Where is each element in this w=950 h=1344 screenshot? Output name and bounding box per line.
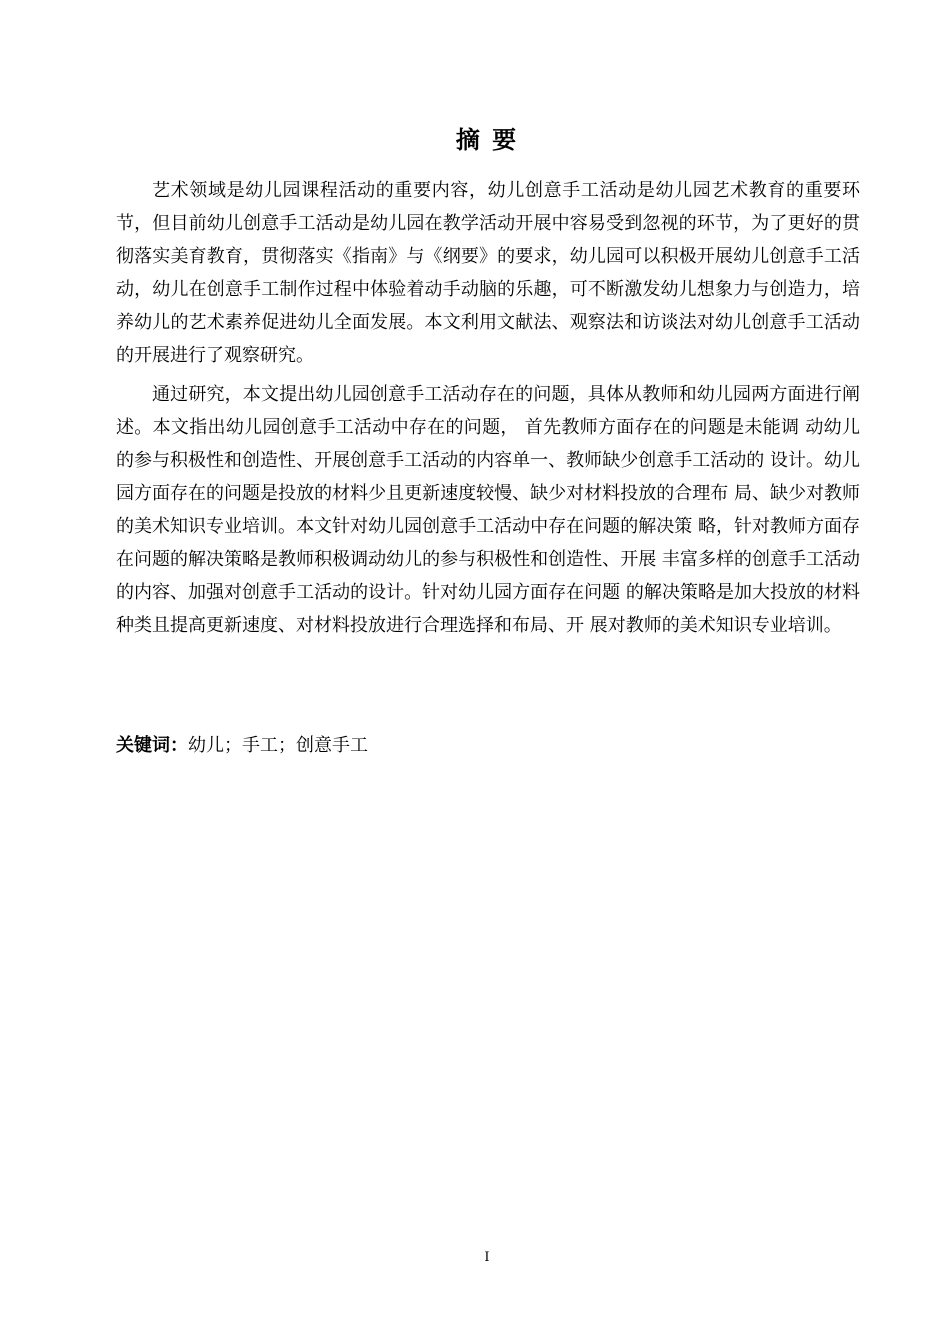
page-number: I xyxy=(484,1250,490,1265)
keywords-line xyxy=(116,733,368,759)
keywords-label: 关键词： xyxy=(116,735,188,756)
abstract-title: 摘 要 xyxy=(455,126,519,154)
abstract-paragraph-2: 通过研究，本文提出幼儿园创意手工活动存在的问题，具体从教师和幼儿园两方面进行阐述。本文指出幼儿园创意手工活动中存在的问题， 首先教师方面存在的问题是未能调 动幼儿的参与积极性和创造性、开展创意手工活动的内容单一、教师缺少创意手工活动的 设计。幼儿园方面存在的问题是投放的材料少且更新速度较慢、缺少对材料投放的合理布 局、缺少对教师的美术知识专业培训。本文针对幼儿园创意手工活动中存在问题的解决策 略，针对教师方面存在问题的解决策略是教师积极调动幼儿的参与积极性和创造性、开展 丰富多样的创意手工活动的内容、加强对创意手工活动的设计。针对幼儿园方面存在问题 的解决策略是加大投放的材料种类且提高更新速度、对材料投放进行合理选择和布局、开 展对教师的美术知识专业培训。 xyxy=(116,384,860,636)
keywords-value: 幼儿；手工；创意手工 xyxy=(188,735,368,756)
abstract-paragraph-1: 艺术领域是幼儿园课程活动的重要内容，幼儿创意手工活动是幼儿园艺术教育的重要环节，但目前幼儿创意手工活动是幼儿园在教学活动开展中容易受到忽视的环节，为了更好的贯彻落实美育教育，贯彻落实《指南》与《纲要》的要求，幼儿园可以积极开展幼儿创意手工活动，幼儿在创意手工制作过程中体验着动手动脑的乐趣，可不断激发幼儿想象力与创造力，培养幼儿的艺术素养促进幼儿全面发展。本文利用文献法、观察法和访谈法对幼儿创意手工活动的开展进行了观察研究。 xyxy=(116,180,860,366)
abstract-body xyxy=(116,174,860,642)
